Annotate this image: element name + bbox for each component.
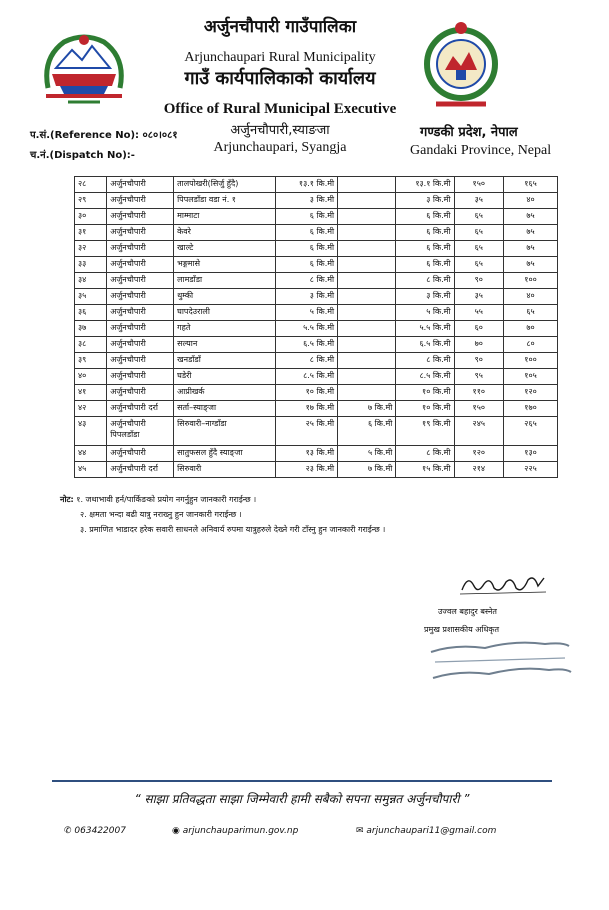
fare-table: [74, 176, 558, 478]
table-row: [75, 337, 558, 353]
table-cell: ३१: [75, 225, 107, 241]
table-cell: ३५: [454, 289, 504, 305]
table-cell: [338, 209, 396, 225]
table-cell: अर्जुनचौपारी: [107, 273, 174, 289]
table-cell: अर्जुनचौपारी: [107, 337, 174, 353]
table-cell: ५ कि.मी: [396, 305, 454, 321]
table-cell: सिरुवारी–नाग्डाँडा: [174, 417, 275, 446]
table-cell: १० कि.मी: [396, 385, 454, 401]
table-cell: २३ कि.मी: [275, 462, 338, 478]
table-cell: १७ कि.मी: [275, 401, 338, 417]
table-cell: अर्जुनचौपारी: [107, 369, 174, 385]
table-cell: १९ कि.मी: [396, 417, 454, 446]
table-cell: [338, 353, 396, 369]
table-cell: ५५: [454, 305, 504, 321]
table-row: [75, 462, 558, 478]
table-row: [75, 385, 558, 401]
table-cell: ६ कि.मी: [338, 417, 396, 446]
table-cell: अर्जुनचौपारी: [107, 321, 174, 337]
table-cell: ५ कि.मी: [338, 446, 396, 462]
table-cell: अर्जुनचौपारी पिपलडाँडा: [107, 417, 174, 446]
table-cell: २५ कि.मी: [275, 417, 338, 446]
globe-icon: ◉: [172, 826, 180, 836]
table-cell: ८०: [504, 337, 558, 353]
table-cell: ५.५ कि.मी: [275, 321, 338, 337]
footer-phone: [64, 826, 126, 836]
table-cell: ८.५ कि.मी: [275, 369, 338, 385]
municipality-logo: [38, 28, 130, 110]
table-cell: ३३: [75, 257, 107, 273]
mail-icon: ✉: [356, 826, 364, 836]
table-cell: [338, 337, 396, 353]
table-cell: ३५: [454, 193, 504, 209]
phone-icon: ✆: [64, 826, 72, 836]
footer-email[interactable]: [356, 826, 496, 836]
table-row: [75, 257, 558, 273]
table-cell: १०५: [504, 369, 558, 385]
table-cell: [338, 273, 396, 289]
table-cell: ६ कि.मी: [275, 225, 338, 241]
table-cell: अर्जुनचौपारी: [107, 353, 174, 369]
table-cell: ६ कि.मी: [396, 225, 454, 241]
footer-website[interactable]: [172, 826, 298, 836]
table-cell: २४५: [454, 417, 504, 446]
table-cell: ११०: [454, 385, 504, 401]
table-cell: सातुफसल हुँदै स्याङ्जा: [174, 446, 275, 462]
email-link[interactable]: arjunchaupari11@gmail.com: [366, 826, 497, 836]
table-cell: अर्जुनचौपारी: [107, 241, 174, 257]
table-cell: १३.१ कि.मी: [396, 177, 454, 193]
table-cell: १००: [504, 273, 558, 289]
table-cell: १३ कि.मी: [275, 446, 338, 462]
table-cell: ४५: [75, 462, 107, 478]
table-cell: [338, 257, 396, 273]
official-stamp: [425, 634, 575, 692]
table-row: [75, 401, 558, 417]
table-cell: ७०: [454, 337, 504, 353]
table-cell: १३.१ कि.मी: [275, 177, 338, 193]
table-cell: ३०: [75, 209, 107, 225]
table-row: [75, 177, 558, 193]
office-name-np: गाउँ कार्यपालिकाको कार्यालय: [184, 68, 376, 89]
table-cell: २६५: [504, 417, 558, 446]
table-cell: ८ कि.मी: [275, 273, 338, 289]
province-logo: [422, 18, 500, 112]
table-cell: ६ कि.मी: [396, 241, 454, 257]
signature-mark: [458, 572, 548, 598]
table-row: [75, 369, 558, 385]
table-cell: भङ्गमासे: [174, 257, 275, 273]
table-cell: ८ कि.मी: [275, 353, 338, 369]
table-cell: १६५: [504, 177, 558, 193]
table-cell: ६.५ कि.मी: [396, 337, 454, 353]
table-row: [75, 225, 558, 241]
note-line-2: २. क्षमता भन्दा बढी यात्रु नराख्नु हुन जानकारी गराईन्छ ।: [80, 510, 242, 519]
table-cell: ७५: [504, 209, 558, 225]
table-cell: ६०: [454, 321, 504, 337]
table-cell: ३२: [75, 241, 107, 257]
table-cell: ३ कि.मी: [396, 193, 454, 209]
table-cell: ४०: [504, 193, 558, 209]
table-cell: अर्जुनचौपारी: [107, 177, 174, 193]
table-cell: घापदेउराली: [174, 305, 275, 321]
table-cell: ६ कि.मी: [275, 241, 338, 257]
table-cell: १५०: [454, 401, 504, 417]
table-cell: ६५: [454, 257, 504, 273]
table-cell: माम्माटा: [174, 209, 275, 225]
table-cell: ७ कि.मी: [338, 462, 396, 478]
table-cell: [338, 385, 396, 401]
table-cell: २९: [75, 193, 107, 209]
place-en: Arjunchaupari, Syangja: [213, 140, 347, 155]
table-cell: गहते: [174, 321, 275, 337]
table-cell: केवरे: [174, 225, 275, 241]
table-cell: १५०: [454, 177, 504, 193]
table-cell: १००: [504, 353, 558, 369]
table-cell: ३८: [75, 337, 107, 353]
table-cell: १३०: [504, 446, 558, 462]
table-row: [75, 417, 558, 446]
table-cell: अर्जुनचौपारी: [107, 385, 174, 401]
dispatch-number: च.नं.(Dispatch No):-: [30, 150, 135, 161]
table-cell: ७५: [504, 225, 558, 241]
notes-label: नोट:: [60, 495, 74, 504]
table-cell: ४१: [75, 385, 107, 401]
office-name-en: Office of Rural Municipal Executive: [163, 101, 397, 117]
table-cell: ८.५ कि.मी: [396, 369, 454, 385]
note-text: १. जथाभावी हर्न/पार्किङको प्रयोग नगर्नुहुन जानकारी गराईन्छ ।: [76, 495, 257, 504]
table-cell: ३ कि.मी: [275, 289, 338, 305]
table-row: [75, 241, 558, 257]
table-cell: ३९: [75, 353, 107, 369]
table-cell: ९०: [454, 353, 504, 369]
table-cell: खाल्टे: [174, 241, 275, 257]
table-cell: १२०: [504, 385, 558, 401]
note-line-1: [60, 492, 385, 507]
province-np: गण्डकी प्रदेश, नेपाल: [420, 125, 518, 140]
notes-section: [60, 492, 385, 537]
table-cell: २२५: [504, 462, 558, 478]
table-cell: घडेरी: [174, 369, 275, 385]
municipality-name-en: Arjunchaupari Rural Municipality: [184, 50, 376, 65]
footer-divider: [52, 780, 552, 782]
table-cell: [338, 225, 396, 241]
table-cell: १५ कि.मी: [396, 462, 454, 478]
table-cell: [338, 241, 396, 257]
table-cell: ८ कि.मी: [396, 353, 454, 369]
table-cell: ६ कि.मी: [396, 209, 454, 225]
province-en: Gandaki Province, Nepal: [410, 143, 552, 158]
table-cell: [338, 321, 396, 337]
table-cell: ६५: [454, 225, 504, 241]
table-cell: ७५: [504, 257, 558, 273]
table-cell: ८ कि.मी: [396, 273, 454, 289]
table-cell: अर्जुनचौपारी: [107, 209, 174, 225]
table-cell: सिरुवारी: [174, 462, 275, 478]
place-np: अर्जुनचौपारी,स्याङजा: [230, 123, 330, 138]
table-cell: १० कि.मी: [275, 385, 338, 401]
table-cell: ९५: [454, 369, 504, 385]
table-cell: अर्जुनचौपारी दर्रा: [107, 401, 174, 417]
table-cell: २८: [75, 177, 107, 193]
signatory-name: उज्वल बहादुर बस्नेत: [438, 607, 497, 616]
table-cell: ८ कि.मी: [396, 446, 454, 462]
table-row: [75, 305, 558, 321]
table-cell: ३ कि.मी: [275, 193, 338, 209]
table-cell: ४४: [75, 446, 107, 462]
table-cell: ३६: [75, 305, 107, 321]
table-cell: १० कि.मी: [396, 401, 454, 417]
website-link[interactable]: arjunchauparimun.gov.np: [182, 826, 299, 836]
table-cell: ४०: [75, 369, 107, 385]
table-cell: अर्जुनचौपारी: [107, 446, 174, 462]
table-cell: [338, 289, 396, 305]
table-cell: ६.५ कि.मी: [275, 337, 338, 353]
table-cell: ३४: [75, 273, 107, 289]
table-cell: ७०: [504, 321, 558, 337]
table-cell: ६ कि.मी: [396, 257, 454, 273]
footer-motto: “ साझा प्रतिवद्धता साझा जिम्मेवारी हामी सबैको सपना समुन्नत अर्जुनचौपारी ”: [134, 792, 470, 806]
table-cell: [338, 369, 396, 385]
table-cell: अर्जुनचौपारी: [107, 305, 174, 321]
table-cell: ७ कि.मी: [338, 401, 396, 417]
table-cell: ९०: [454, 273, 504, 289]
table-cell: ३५: [75, 289, 107, 305]
table-cell: १७०: [504, 401, 558, 417]
table-cell: ६ कि.मी: [275, 257, 338, 273]
table-cell: तालपोखरी(सिर्जु हुँदै): [174, 177, 275, 193]
table-cell: थुम्की: [174, 289, 275, 305]
table-cell: अर्जुनचौपारी: [107, 257, 174, 273]
municipality-name-np: अर्जुनचौपारी गाउँपालिका: [203, 17, 357, 37]
table-cell: आप्रीखर्क: [174, 385, 275, 401]
table-row: [75, 446, 558, 462]
table-cell: अर्जुनचौपारी: [107, 289, 174, 305]
table-cell: ७५: [504, 241, 558, 257]
table-cell: खनडाँडाँ: [174, 353, 275, 369]
table-row: [75, 353, 558, 369]
fare-table-body: [75, 177, 558, 478]
table-cell: पिपलडाँडा वडा नं. १: [174, 193, 275, 209]
table-cell: अर्जुनचौपारी दर्रा: [107, 462, 174, 478]
table-row: [75, 209, 558, 225]
table-cell: [338, 177, 396, 193]
table-row: [75, 321, 558, 337]
table-cell: ६५: [454, 241, 504, 257]
table-cell: [338, 193, 396, 209]
table-cell: ६५: [504, 305, 558, 321]
table-cell: ६ कि.मी: [275, 209, 338, 225]
table-cell: १२०: [454, 446, 504, 462]
table-cell: अर्जुनचौपारी: [107, 225, 174, 241]
table-cell: सर्ता–स्याङ्जा: [174, 401, 275, 417]
table-cell: २१४: [454, 462, 504, 478]
table-cell: ४०: [504, 289, 558, 305]
table-cell: ४२: [75, 401, 107, 417]
table-cell: अर्जुनचौपारी: [107, 193, 174, 209]
table-row: [75, 193, 558, 209]
table-cell: ६५: [454, 209, 504, 225]
table-cell: ३७: [75, 321, 107, 337]
table-cell: ५.५ कि.मी: [396, 321, 454, 337]
signatory-title: प्रमुख प्रशासकीय अधिकृत: [424, 625, 500, 634]
table-row: [75, 289, 558, 305]
note-line-3: ३. प्रमाणित भाडादर हरेक सवारी साधनले अनिवार्य रुपमा यात्रुहरुले देख्ने गरी टाँस्नु हुन जानकारी गराईन्छ ।: [80, 525, 386, 534]
table-cell: ४३: [75, 417, 107, 446]
reference-number: प.सं.(Reference No): ०८०।०८१: [30, 130, 178, 141]
phone-number: 063422007: [74, 826, 126, 836]
table-row: [75, 273, 558, 289]
table-cell: सल्यान: [174, 337, 275, 353]
table-cell: ३ कि.मी: [396, 289, 454, 305]
table-cell: लामडाँडा: [174, 273, 275, 289]
table-cell: [338, 305, 396, 321]
table-cell: ५ कि.मी: [275, 305, 338, 321]
